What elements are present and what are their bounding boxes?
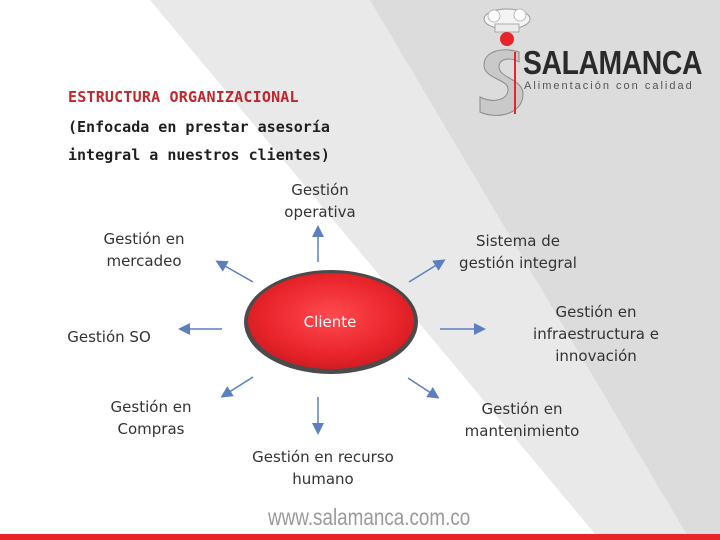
node-sistema-gestion-integral: Sistema de gestión integral xyxy=(459,232,577,272)
footer-url: www.salamanca.com.co xyxy=(268,504,471,530)
node-gestion-infraestructura: Gestión en infraestructura e innovación xyxy=(533,303,659,365)
logo-wordmark: SALAMANCA xyxy=(523,44,703,81)
node-gestion-mantenimiento: Gestión en mantenimiento xyxy=(464,400,580,440)
node-gestion-recurso-humano: Gestión en recurso humano xyxy=(252,448,394,488)
arrow-mantenimiento xyxy=(408,378,437,397)
logo-tagline: Alimentación con calidad xyxy=(524,80,694,92)
node-gestion-so: Gestión SO xyxy=(67,328,151,346)
node-gestion-mercadeo: Gestión en mercadeo xyxy=(103,230,185,270)
arrow-compras xyxy=(223,377,253,396)
cliente-label: Cliente xyxy=(303,313,357,331)
subtitle-line-2: integral a nuestros clientes) xyxy=(68,146,330,164)
page-title: ESTRUCTURA ORGANIZACIONAL xyxy=(68,88,299,106)
node-gestion-compras: Gestión en Compras xyxy=(110,398,192,438)
arrow-mercadeo xyxy=(218,262,253,282)
subtitle-line-1: (Enfocada en prestar asesoría xyxy=(68,118,330,136)
node-gestion-operativa: Gestión operativa xyxy=(284,181,356,221)
